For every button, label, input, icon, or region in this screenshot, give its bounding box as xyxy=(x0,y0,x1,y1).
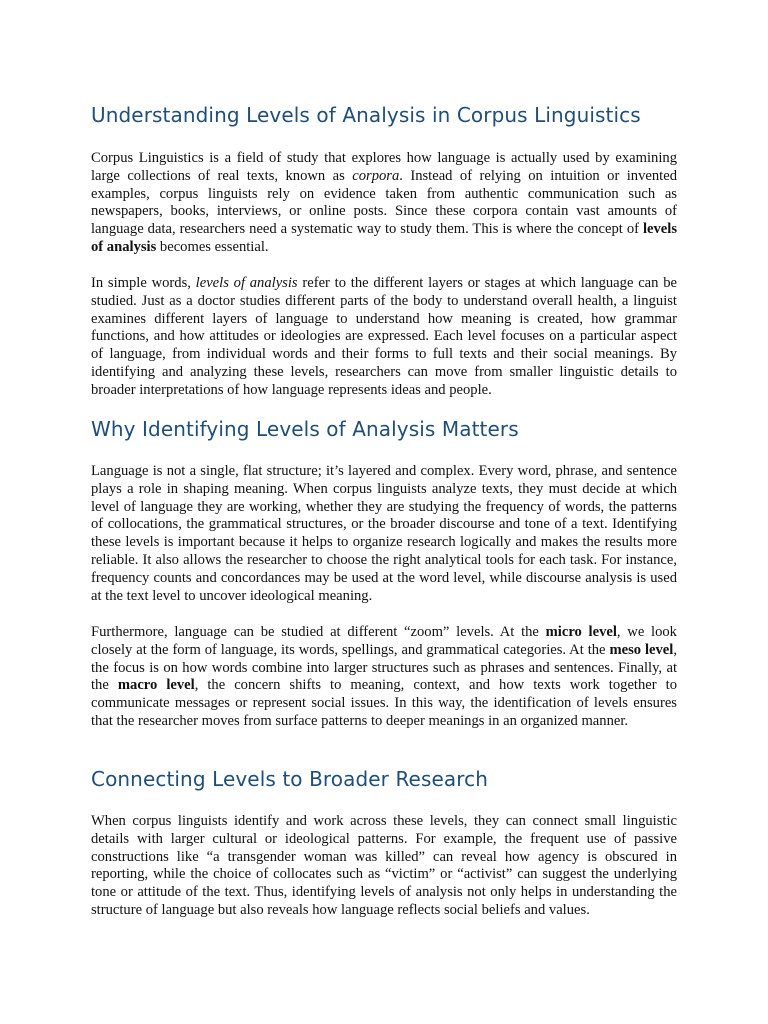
text-run: , the focus is on how words combine into larger structures such as phrases and sentences. Finally, at the xyxy=(91,641,677,694)
paragraph-zoom-levels xyxy=(91,624,677,731)
bold-term-levels-of-analysis: levels of analysis xyxy=(91,221,677,255)
paragraph-intro xyxy=(91,150,677,257)
section-heading-connecting: Connecting Levels to Broader Research xyxy=(91,767,489,791)
bold-term-micro-level: micro level xyxy=(545,624,617,640)
section-heading-why-matters: Why Identifying Levels of Analysis Matters xyxy=(91,417,519,441)
paragraph-layered-structure: Language is not a single, flat structure; it’s layered and complex. Every word, phrase, and sentence plays a role in shaping meaning. When corpus linguists analyze texts, they must decide at which level of language they are working, whether they are studying the frequency of words, the patterns of collocations, the grammatical structures, or the broader discourse and tone of a text. Identifying these levels is important because it helps to organize research logically and makes the results more reliable. It also allows the researcher to choose the right analytical tools for each task. For instance, frequency counts and concordances may be used at the word level, while discourse analysis is used at the text level to uncover ideological meaning. xyxy=(91,463,677,604)
text-run: In simple words, xyxy=(91,275,196,291)
bold-term-macro-level: macro level xyxy=(117,677,195,694)
paragraph-definition xyxy=(91,275,677,400)
paragraph-broader-research: When corpus linguists identify and work across these levels, they can connect small linguistic details with larger cultural or ideological patterns. For example, the frequent use of passive constructions like “a transgender woman was killed” can reveal how agency is obscured in reporting, while the choice of collocates such as “victim” or “activist” can suggest the underlying tone or attitude of the text. Thus, identifying levels of analysis not only helps in understanding the structure of language but also reveals how language reflects social beliefs and values. xyxy=(91,813,677,918)
text-run: , we look closely at the form of language, its words, spellings, and grammatical categories. At the xyxy=(91,624,677,658)
section-heading-understanding: Understanding Levels of Analysis in Corpus Linguistics xyxy=(91,103,641,127)
text-run: . Instead of relying on intuition or invented examples, corpus linguists rely on evidence taken from authentic communication such as newspapers, books, interviews, or online posts. Since these corpora contain vast amounts of language data, researchers need a systematic way to study them. This is where the concept of xyxy=(91,167,677,238)
text-run: Furthermore, language can be studied at different “zoom” levels. At the xyxy=(91,624,546,640)
text-run: refer to the different layers or stages at which language can be studied. Just as a doctor studies different parts of the body to understand overall health, a linguist examines different layers of language to understand how meaning is created, how grammar functions, and how attitudes or ideologies are expressed. Each level focuses on a particular aspect of language, from individual words and their forms to full texts and their social meanings. By identifying and analyzing these levels, researchers can move from smaller linguistic details to broader interpretations of how language represents ideas and people. xyxy=(91,275,677,398)
text-run: Corpus Linguistics is a field of study that explores how language is actually used by examining large collections of real texts, known as xyxy=(91,150,677,184)
text-run: becomes essential. xyxy=(156,238,269,255)
text-run: , the concern shifts to meaning, context, and how texts work together to communicate messages or represent social issues. In this way, the identification of levels ensures that the researcher moves from surface patterns to deeper meanings in an organized manner. xyxy=(91,677,677,729)
italic-term-levels-of-analysis: levels of analysis xyxy=(195,275,298,291)
bold-term-meso-level: meso level xyxy=(609,641,674,658)
italic-term-corpora: corpora xyxy=(352,167,400,184)
